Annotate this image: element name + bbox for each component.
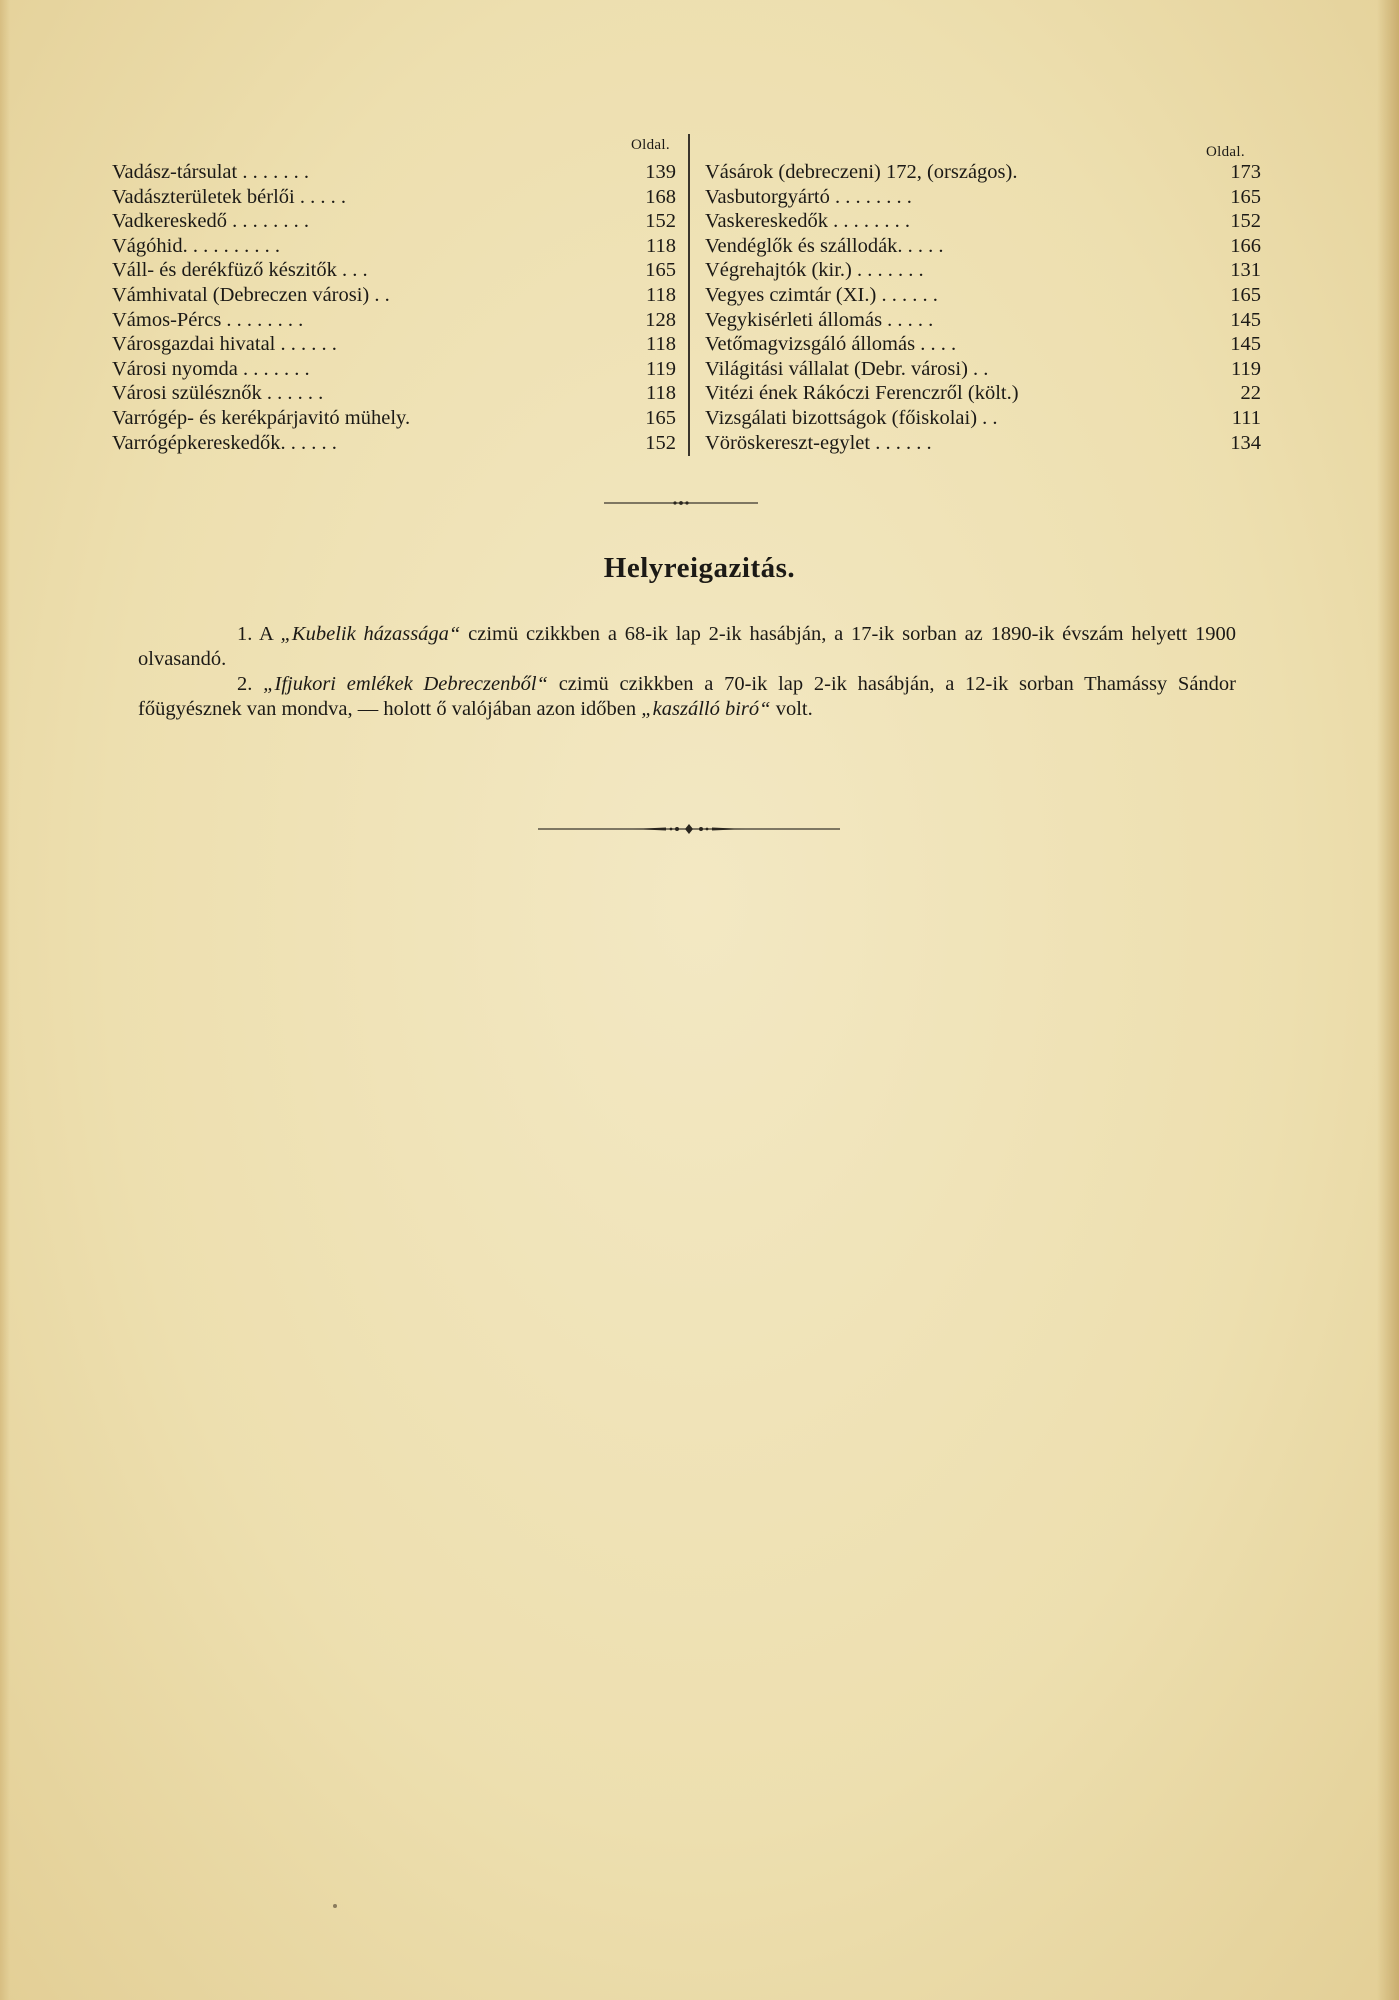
index-entry <box>705 283 1261 308</box>
entry-label: Varrógépkereskedők. . . . . . <box>112 431 337 454</box>
page-edge-shadow-right <box>1377 0 1399 2000</box>
entry-page-number: 152 <box>645 431 676 454</box>
index-entries-left <box>112 160 676 455</box>
index-entries-right <box>705 160 1261 455</box>
entry-page-number: 168 <box>645 185 676 208</box>
entry-label: Vadkereskedő . . . . . . . . <box>112 210 309 233</box>
entry-page-number: 165 <box>645 259 676 282</box>
entry-label: Váll- és derékfüző készitők . . . <box>112 259 368 282</box>
item-text-end: volt. <box>770 698 813 720</box>
entry-page-number: 118 <box>646 333 676 356</box>
errata-heading: Helyreigazitás. <box>603 552 796 584</box>
entry-label: Varrógép- és kerékpárjavitó mühely. <box>112 406 411 429</box>
entry-page-number: 119 <box>1231 357 1261 380</box>
article-title: „Ifjukori emlékek Debreczenből“ <box>263 673 548 695</box>
entry-page-number: 166 <box>1230 234 1261 257</box>
index-entry <box>112 431 676 456</box>
entry-page-number: 118 <box>646 283 676 306</box>
index-entry <box>705 381 1261 406</box>
entry-label: Városgazdai hivatal . . . . . . <box>112 333 337 356</box>
entry-label: Vaskereskedők . . . . . . . . <box>705 210 910 233</box>
index-entry <box>705 308 1261 333</box>
entry-label: Vadászterületek bérlői . . . . . <box>112 185 346 208</box>
page-edge-shadow-left <box>0 0 10 2000</box>
article-title: „Kubelik házassága“ <box>280 623 461 645</box>
index-entry <box>112 406 676 431</box>
entry-page-number: 131 <box>1230 259 1261 282</box>
index-entry <box>705 209 1261 234</box>
entry-label: Világitási vállalat (Debr. városi) . . <box>705 357 989 380</box>
index-entry <box>112 185 676 210</box>
entry-label: Vizsgálati bizottságok (főiskolai) . . <box>705 406 998 429</box>
entry-page-number: 134 <box>1230 431 1261 454</box>
entry-label: Vetőmagvizsgáló állomás . . . . <box>705 333 957 356</box>
entry-page-number: 111 <box>1231 406 1261 429</box>
index-entry <box>705 160 1261 185</box>
entry-label: Vendéglők és szállodák. . . . . <box>705 234 944 257</box>
errata-body <box>138 622 1236 722</box>
entry-label: Vitézi ének Rákóczi Ferenczről (költ.) <box>705 382 1019 405</box>
entry-page-number: 119 <box>646 357 676 380</box>
index-entry <box>705 258 1261 283</box>
entry-label: Vásárok (debreczeni) 172, (országos). <box>705 161 1018 183</box>
entry-label: Vöröskereszt-egylet . . . . . . <box>705 431 932 454</box>
index-entry <box>112 381 676 406</box>
entry-label: Vegykisérleti állomás . . . . . <box>705 308 934 331</box>
ornament-divider-large <box>538 822 840 836</box>
index-entry <box>112 258 676 283</box>
entry-label: Vasbutorgyártó . . . . . . . . <box>705 185 912 208</box>
entry-page-number: 152 <box>1230 210 1261 233</box>
errata-item-1 <box>138 622 1236 672</box>
index-entry <box>705 357 1261 382</box>
index-entry <box>112 160 676 185</box>
item-text: czimü czikkben a 70-ik lap 2-ik hasábján, a 12-ik sorban Thamássy Sándor főügyésznek van mondva, — holott ő valójában azon időben <box>138 673 1236 720</box>
column-header-page: Oldal. <box>1206 144 1245 160</box>
entry-page-number: 22 <box>1240 382 1261 405</box>
entry-page-number: 165 <box>1230 185 1261 208</box>
index-entry <box>112 357 676 382</box>
entry-page-number: 152 <box>645 210 676 233</box>
entry-page-number: 173 <box>1230 161 1261 183</box>
index-entry <box>705 185 1261 210</box>
column-divider <box>688 134 690 456</box>
entry-label: Városi nyomda . . . . . . . <box>112 357 310 380</box>
index-entry <box>112 283 676 308</box>
index-entry <box>705 431 1261 456</box>
entry-page-number: 118 <box>646 234 676 257</box>
entry-page-number: 145 <box>1230 308 1261 331</box>
entry-label: Vámos-Pércs . . . . . . . . <box>112 308 304 331</box>
index-entry <box>705 406 1261 431</box>
entry-label: Vámhivatal (Debreczen városi) . . <box>112 283 390 306</box>
entry-page-number: 165 <box>1230 283 1261 306</box>
entry-label: Vegyes czimtár (XI.) . . . . . . <box>705 283 938 306</box>
quoted-title: „kaszálló biró“ <box>641 698 771 720</box>
entry-page-number: 139 <box>645 161 676 183</box>
entry-label: Városi szülésznők . . . . . . <box>112 382 324 405</box>
column-header-page: Oldal. <box>631 137 670 153</box>
entry-page-number: 145 <box>1230 333 1261 356</box>
paper-spot <box>333 1904 337 1908</box>
item-text: czimü czikkben a 68-ik lap 2-ik hasábján, a 17-ik sorban az 1890-ik évszám helyett 1900 olvasandó. <box>138 623 1237 670</box>
index-entry <box>705 234 1261 259</box>
entry-page-number: 165 <box>645 406 676 429</box>
ornament-divider-small <box>604 497 758 509</box>
entry-label: Vadász-társulat . . . . . . . <box>112 161 309 183</box>
entry-label: Vágóhid. . . . . . . . . . <box>112 234 280 257</box>
index-entry <box>705 332 1261 357</box>
item-number: 2. <box>237 673 264 695</box>
index-entry <box>112 308 676 333</box>
errata-item-2 <box>138 672 1236 722</box>
index-entry <box>112 234 676 259</box>
index-entry <box>112 332 676 357</box>
entry-page-number: 118 <box>646 382 676 405</box>
entry-page-number: 128 <box>645 308 676 331</box>
item-number: 1. A <box>237 623 281 645</box>
index-entry <box>112 209 676 234</box>
entry-label: Végrehajtók (kir.) . . . . . . . <box>705 259 924 282</box>
